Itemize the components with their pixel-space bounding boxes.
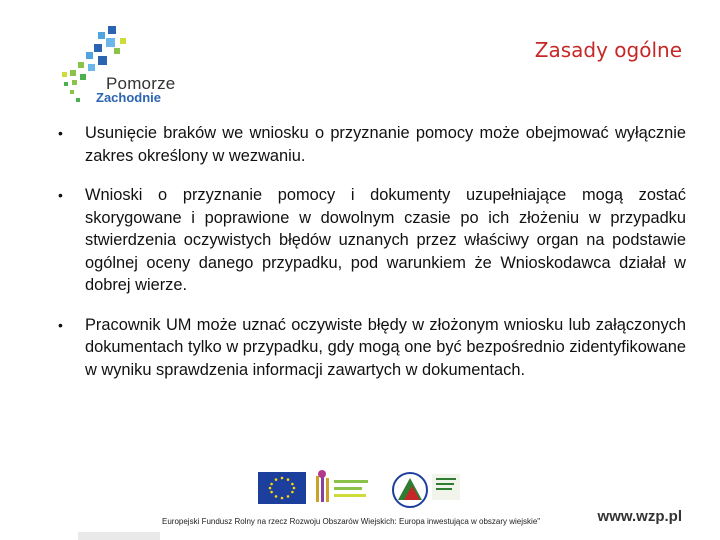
partner-logos <box>258 466 468 514</box>
bullet-list <box>58 122 686 398</box>
list-item-text: Wnioski o przyznanie pomocy i dokumenty uzupełniające mogą zostać skorygowane i poprawione w dowolnym czasie po ich złożeniu w przypadku stwierdzenia oczywistych błędów uznanych przez właściwy organ na podstawie ogólnej oceny danego przypadku, pod warunkiem że Wnioskodawca działał w dobrej wierze. <box>85 186 686 294</box>
list-item-text: Usunięcie braków we wniosku o przyznanie pomocy może obejmować wyłącznie zakres określony w wezwaniu. <box>85 124 686 165</box>
bottom-bar <box>78 532 160 540</box>
page-title: Zasady ogólne <box>534 38 682 62</box>
bullet-icon: • <box>58 125 63 141</box>
prow-logo-icon <box>393 473 460 507</box>
bullet-icon: • <box>58 316 63 333</box>
website-url[interactable]: www.wzp.pl <box>597 508 682 525</box>
list-item-text: Pracownik UM może uznać oczywiste błędy w złożonym wniosku lub załączonych dokumentach tylko w przypadku, gdy mogą one być bezpośrednio zidentyfikowane w wyniku sprawdzenia informacji zawartych w dokumentach. <box>85 315 686 379</box>
footer-caption: Europejski Fundusz Rolny na rzecz Rozwoju Obszarów Wiejskich: Europa inwestująca w obszary wiejskie" <box>162 517 541 526</box>
eu-flag-icon <box>258 472 306 504</box>
logo-text-zachodnie: Zachodnie <box>96 90 162 105</box>
logo-text-pomorze: Pomorze <box>106 74 176 93</box>
bullet-icon: • <box>58 187 63 203</box>
list-item <box>58 122 686 167</box>
rural-development-logo-icon <box>316 470 368 502</box>
list-item <box>58 184 686 297</box>
list-item <box>58 314 686 382</box>
